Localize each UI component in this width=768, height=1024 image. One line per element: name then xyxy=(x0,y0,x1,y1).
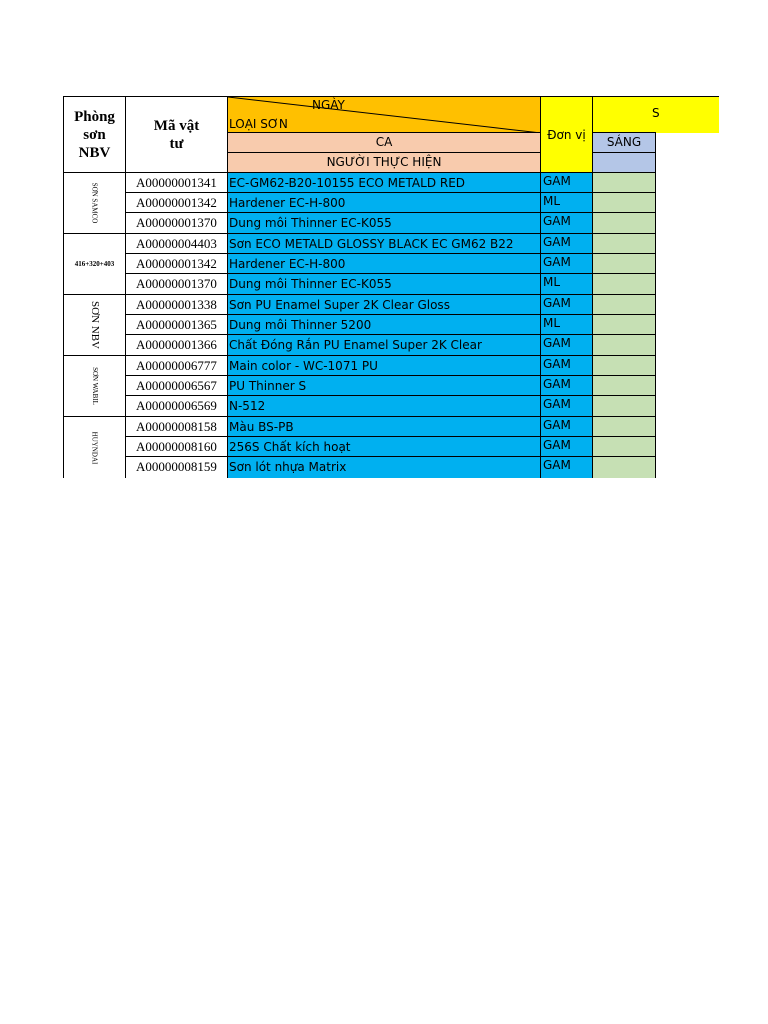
material-unit: GAM xyxy=(541,295,593,315)
material-code: A00000001338 xyxy=(126,295,228,315)
material-unit: GAM xyxy=(541,437,593,457)
header-date-label: NGÀY xyxy=(312,98,345,112)
material-name: Sơn ECO METALD GLOSSY BLACK EC GM62 B22 xyxy=(228,234,541,254)
header-performer-label: NGƯỜI THỰC HIỆN xyxy=(326,155,442,169)
group-label-cell xyxy=(63,356,126,417)
quantity-cell[interactable] xyxy=(593,315,656,335)
material-name: Màu BS-PB xyxy=(228,417,541,437)
quantity-cell[interactable] xyxy=(593,234,656,254)
material-name: Chất Đóng Rắn PU Enamel Super 2K Clear xyxy=(228,335,541,356)
material-code: A00000008159 xyxy=(126,457,228,478)
material-code: A00000001342 xyxy=(126,193,228,213)
material-unit: GAM xyxy=(541,356,593,376)
material-code: A00000001365 xyxy=(126,315,228,335)
material-unit: GAM xyxy=(541,457,593,478)
material-code: A00000008158 xyxy=(126,417,228,437)
material-unit: GAM xyxy=(541,234,593,254)
material-name: N-512 xyxy=(228,396,541,417)
quantity-cell[interactable] xyxy=(593,193,656,213)
quantity-cell[interactable] xyxy=(593,417,656,437)
material-unit: GAM xyxy=(541,417,593,437)
material-name: Hardener EC-H-800 xyxy=(228,254,541,274)
material-unit: GAM xyxy=(541,254,593,274)
group-label: SƠN NBV xyxy=(88,301,101,349)
group-label: 416+320+403 xyxy=(74,260,115,268)
header-date-paint-type xyxy=(228,96,541,133)
group-label: SƠN SAMCO xyxy=(90,182,99,224)
material-code: A00000006569 xyxy=(126,396,228,417)
material-name: Main color - WC-1071 PU xyxy=(228,356,541,376)
quantity-cell[interactable] xyxy=(593,213,656,234)
header-morning xyxy=(593,132,656,153)
header-unit-label: Đơn vị xyxy=(547,127,586,142)
material-name: EC-GM62-B20-10155 ECO METALD RED xyxy=(228,173,541,193)
material-code: A00000001370 xyxy=(126,274,228,295)
material-code: A00000006567 xyxy=(126,376,228,396)
quantity-cell[interactable] xyxy=(593,254,656,274)
group-label-cell xyxy=(63,295,126,356)
quantity-cell[interactable] xyxy=(593,173,656,193)
material-unit: ML xyxy=(541,193,593,213)
header-shift xyxy=(228,133,541,153)
header-department xyxy=(63,96,126,173)
quantity-cell[interactable] xyxy=(593,376,656,396)
material-code: A00000004403 xyxy=(126,234,228,254)
material-code: A00000001341 xyxy=(126,173,228,193)
material-unit: GAM xyxy=(541,213,593,234)
material-code: A00000001366 xyxy=(126,335,228,356)
header-paint-type-label: LOẠI SƠN xyxy=(229,117,288,131)
material-name: Sơn lót nhựa Matrix xyxy=(228,457,541,478)
material-name: Dung môi Thinner EC-K055 xyxy=(228,274,541,295)
quantity-cell[interactable] xyxy=(593,396,656,417)
header-shift-label: CA xyxy=(375,135,393,149)
material-unit: GAM xyxy=(541,376,593,396)
material-unit: GAM xyxy=(541,396,593,417)
material-unit: ML xyxy=(541,315,593,335)
material-name: PU Thinner S xyxy=(228,376,541,396)
material-name: Sơn PU Enamel Super 2K Clear Gloss xyxy=(228,295,541,315)
quantity-cell[interactable] xyxy=(593,295,656,315)
header-morning-performer xyxy=(593,153,656,173)
material-name: Dung môi Thinner 5200 xyxy=(228,315,541,335)
material-unit: GAM xyxy=(541,335,593,356)
header-unit xyxy=(541,96,593,173)
group-label-cell xyxy=(63,417,126,478)
quantity-cell[interactable] xyxy=(593,437,656,457)
material-name: Dung môi Thinner EC-K055 xyxy=(228,213,541,234)
group-label-cell xyxy=(63,173,126,234)
group-label: HUYNDAI xyxy=(90,431,99,464)
material-code: A00000001342 xyxy=(126,254,228,274)
header-performer xyxy=(228,153,541,173)
quantity-cell[interactable] xyxy=(593,457,656,478)
header-morning-label: SÁNG xyxy=(606,135,642,149)
material-name: Hardener EC-H-800 xyxy=(228,193,541,213)
material-code: A00000001370 xyxy=(126,213,228,234)
material-unit: GAM xyxy=(541,173,593,193)
header-department-label: Phòng sơn NBV xyxy=(74,108,115,161)
material-name: 256S Chất kích hoạt xyxy=(228,437,541,457)
header-date-band-label: S xyxy=(652,106,660,120)
material-code: A00000006777 xyxy=(126,356,228,376)
material-unit: ML xyxy=(541,274,593,295)
quantity-cell[interactable] xyxy=(593,356,656,376)
quantity-cell[interactable] xyxy=(593,335,656,356)
group-label-cell xyxy=(63,234,126,295)
header-material-code-label: Mã vật tư xyxy=(153,117,200,152)
quantity-cell[interactable] xyxy=(593,274,656,295)
material-code: A00000008160 xyxy=(126,437,228,457)
header-date-band xyxy=(593,96,719,133)
group-label: SƠN WABIL xyxy=(90,367,99,405)
header-material-code xyxy=(126,96,228,173)
